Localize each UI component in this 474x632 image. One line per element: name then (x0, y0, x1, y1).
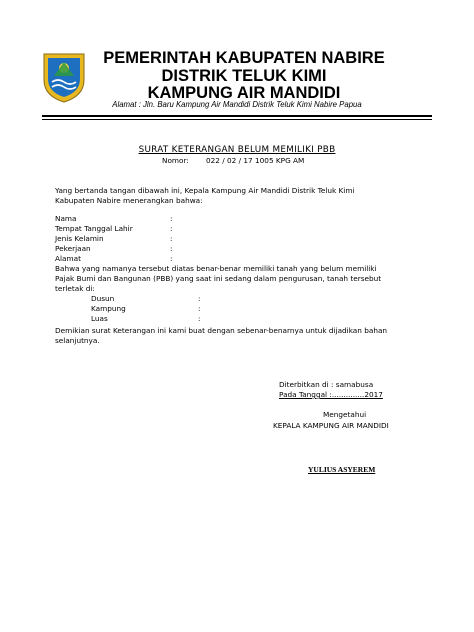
header-divider-thick (42, 115, 432, 117)
header-address: Alamat : Jln. Baru Kampung Air Mandidi Distrik Teluk Kimi Nabire Papua (112, 100, 362, 109)
regency-emblem-logo (40, 50, 88, 104)
header-village: KAMPUNG AIR MANDIDI (147, 84, 341, 102)
field-label-birth: Tempat Tanggal Lahir (55, 224, 133, 233)
header-government: PEMERINTAH KABUPATEN NABIRE (103, 49, 385, 67)
field-label-address: Alamat (55, 254, 81, 263)
field-label-gender: Jenis Kelamin (55, 234, 104, 243)
signatory-position: KEPALA KAMPUNG AIR MANDIDI (273, 421, 389, 430)
closing-line-2: selanjutnya. (55, 336, 100, 345)
location-colon: : (198, 314, 201, 323)
letter-title: SURAT KETERANGAN BELUM MEMILIKI PBB (138, 145, 336, 155)
header-district: DISTRIK TELUK KIMI (161, 67, 327, 85)
body-line-2: Pajak Bumi dan Bangunan (PBB) yang saat ini sedang dalam pengurusan, tanah tersebut (55, 274, 382, 283)
body-line-1: Bahwa yang namanya tersebut diatas benar-benar memiliki tanah yang belum memiliki (55, 264, 377, 273)
field-label-occupation: Pekerjaan (55, 244, 91, 253)
intro-line-1: Yang bertanda tangan dibawah ini, Kepala Kampung Air Mandidi Distrik Teluk Kimi (55, 186, 355, 195)
location-label-village: Kampung (91, 304, 126, 313)
field-colon: : (170, 214, 173, 223)
acknowledged-label: Mengetahui (323, 410, 367, 419)
location-label-hamlet: Dusun (91, 294, 115, 303)
intro-line-2: Kabupaten Nabire menerangkan bahwa: (55, 196, 203, 205)
field-colon: : (170, 234, 173, 243)
issued-place: Diterbitkan di : samabusa (279, 380, 374, 389)
body-line-3: terletak di: (55, 284, 95, 293)
location-label-area: Luas (91, 314, 108, 323)
header-divider-thin (42, 119, 432, 120)
field-colon: : (170, 224, 173, 233)
field-colon: : (170, 254, 173, 263)
field-colon: : (170, 244, 173, 253)
letter-number-label: Nomor: (162, 156, 189, 165)
field-label-name: Nama (55, 214, 77, 223)
location-colon: : (198, 294, 201, 303)
issued-date: Pada Tanggal :..............2017 (279, 390, 383, 399)
location-colon: : (198, 304, 201, 313)
signatory-name: YULIUS ASYEREM (308, 465, 376, 474)
letter-number-value: 022 / 02 / 17 1005 KPG AM (206, 156, 305, 165)
closing-line-1: Demikian surat Keterangan ini kami buat dengan sebenar-benarnya untuk dijadikan bahan (55, 326, 388, 335)
